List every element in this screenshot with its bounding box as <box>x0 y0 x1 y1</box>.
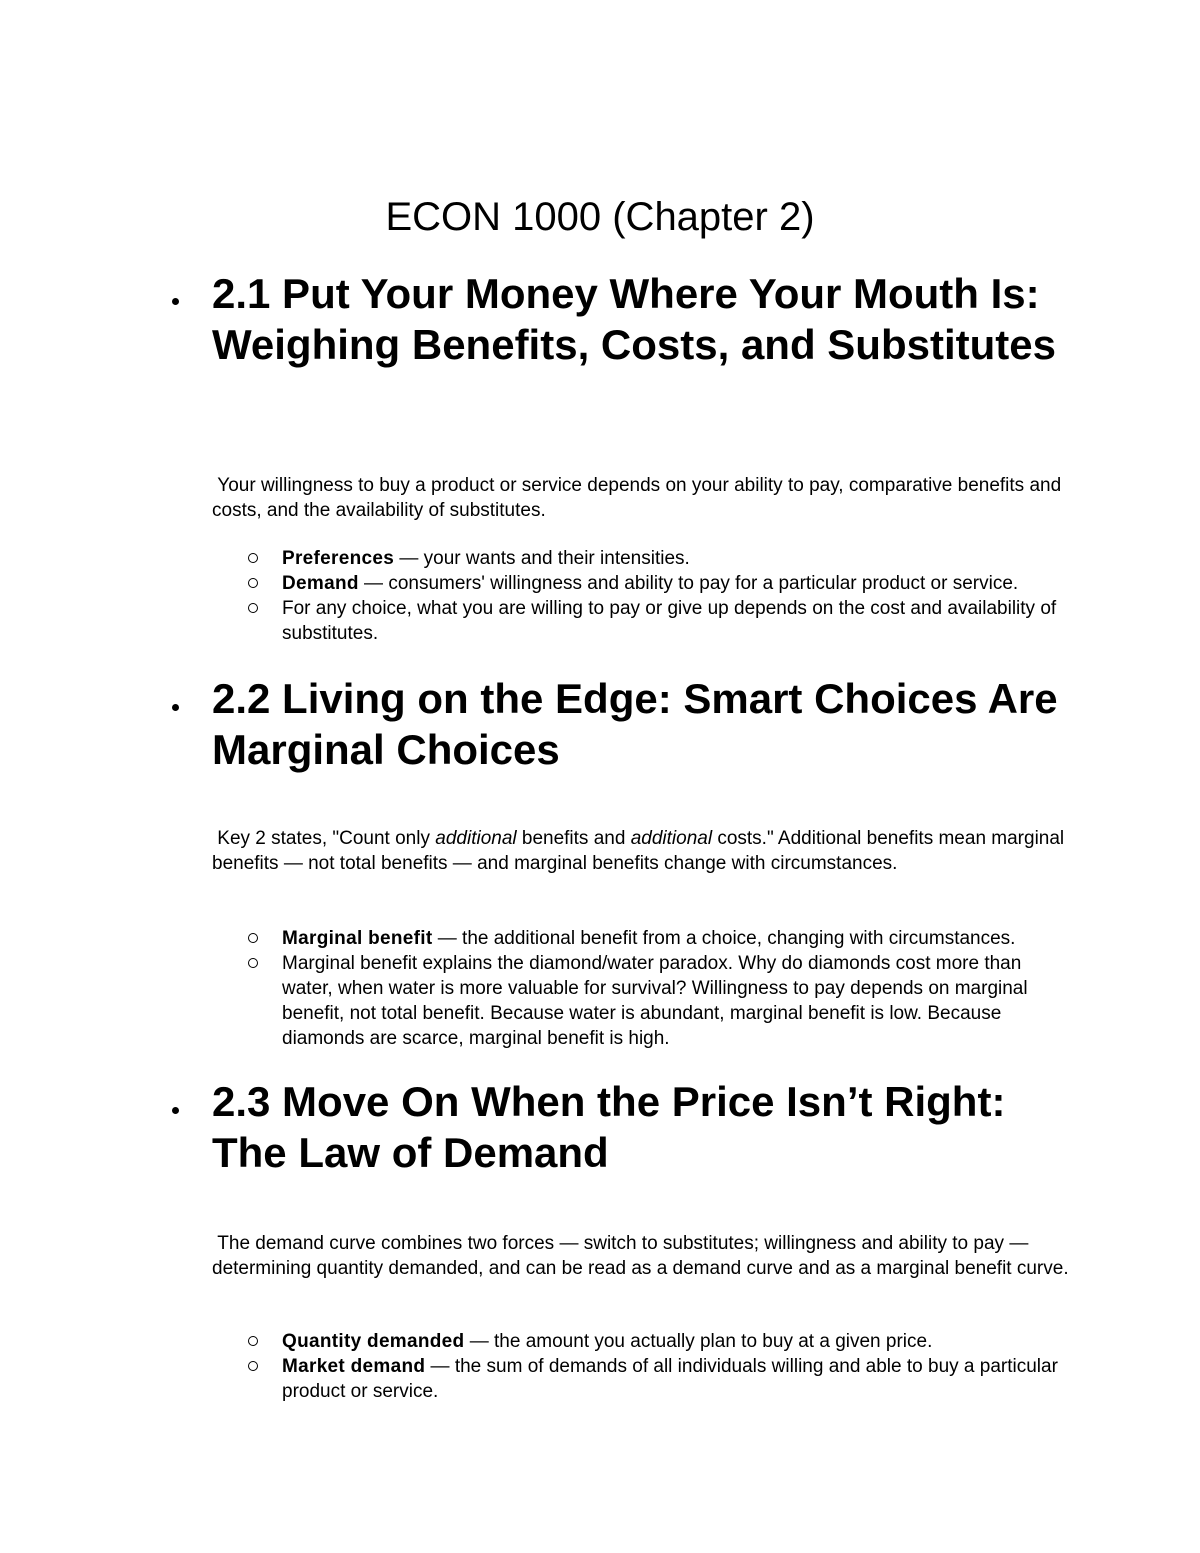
section-2-1-intro <box>212 473 1072 523</box>
section-2-3-list <box>244 1329 1064 1404</box>
section-bullet-icon <box>172 298 182 308</box>
intro-emphasis: additional <box>630 828 713 849</box>
term-definition: — consumers' willingness and ability to pay for a particular product or service. <box>358 573 1019 594</box>
circle-bullet-icon <box>248 1336 258 1346</box>
circle-bullet-icon <box>248 958 258 968</box>
section-heading-2-1: 2.1 Put Your Money Where Your Mouth Is: Weighing Benefits, Costs, and Substitutes <box>212 270 1056 368</box>
list-item <box>244 1329 1064 1354</box>
section-bullet-icon <box>172 1107 182 1117</box>
circle-bullet-icon <box>248 603 258 613</box>
list-item <box>244 1354 1064 1404</box>
list-item <box>244 571 1064 596</box>
term-definition: — your wants and their intensities. <box>394 548 690 569</box>
section-2-1-list <box>244 546 1064 646</box>
section-2-1-intro-text: Your willingness to buy a product or service depends on your ability to pay, comparative benefits and costs, and the availability of substitutes. <box>212 475 1062 521</box>
term-label: Marginal benefit <box>282 928 433 949</box>
term-definition: Marginal benefit explains the diamond/water paradox. Why do diamonds cost more than water, when water is more valuable for survival? Willingness to pay depends on marginal benefit, not total benefit. Because water is abundant, marginal benefit is low. Because diamonds are scarce, marginal benefit is high. <box>282 953 1028 1049</box>
section-heading-2-2: 2.2 Living on the Edge: Smart Choices Are Marginal Choices <box>212 675 1058 773</box>
section-2-3-intro <box>212 1231 1072 1281</box>
document-title: ECON 1000 (Chapter 2) <box>385 195 815 239</box>
term-definition: For any choice, what you are willing to pay or give up depends on the cost and availability of substitutes. <box>282 598 1057 644</box>
circle-bullet-icon <box>248 553 258 563</box>
circle-bullet-icon <box>248 578 258 588</box>
section-2-2-list <box>244 926 1064 1051</box>
intro-emphasis: additional <box>435 828 517 849</box>
section-bullet-icon <box>172 704 182 714</box>
term-definition: — the additional benefit from a choice, changing with circumstances. <box>432 928 1016 949</box>
term-label: Market demand <box>282 1356 426 1377</box>
section-2-2-intro <box>212 826 1072 876</box>
intro-part: benefits and <box>516 828 631 849</box>
term-label: Demand <box>282 573 359 594</box>
intro-part: costs." Additional benefits mean marginal benefits — not total benefits — and marginal benefits change with circumstances. <box>212 828 1065 874</box>
list-item <box>244 546 1064 571</box>
term-definition: — the amount you actually plan to buy at a given price. <box>464 1331 933 1352</box>
section-heading-2-3: 2.3 Move On When the Price Isn’t Right: The Law of Demand <box>212 1078 1006 1176</box>
term-label: Quantity demanded <box>282 1331 465 1352</box>
intro-part: Key 2 states, "Count only <box>217 828 436 849</box>
list-item <box>244 926 1064 951</box>
list-item <box>244 951 1064 1051</box>
term-definition: — the sum of demands of all individuals willing and able to buy a particular product or service. <box>282 1356 1058 1402</box>
circle-bullet-icon <box>248 1361 258 1371</box>
term-label: Preferences <box>282 548 395 569</box>
circle-bullet-icon <box>248 933 258 943</box>
section-2-3-intro-text: The demand curve combines two forces — switch to substitutes; willingness and ability to pay — determining quantity demanded, and can be read as a demand curve and as a marginal benefit curve. <box>212 1233 1069 1279</box>
list-item <box>244 596 1064 646</box>
